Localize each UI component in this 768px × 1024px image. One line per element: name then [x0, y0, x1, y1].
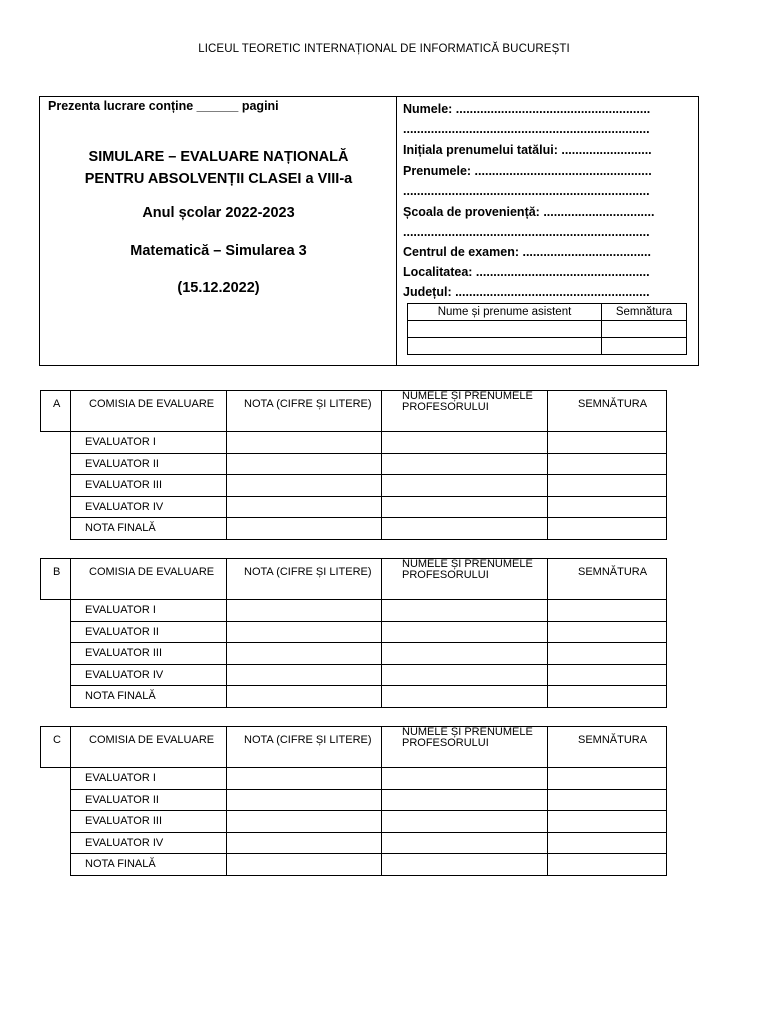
evaluator-row: [41, 432, 667, 454]
row-spacer: [41, 518, 71, 540]
header-box: [39, 96, 699, 366]
column-nota: NOTA (CIFRE ȘI LITERE): [227, 559, 382, 600]
row-spacer: [41, 854, 71, 876]
assistant-name-cell[interactable]: [408, 338, 602, 355]
signature-cell[interactable]: [548, 518, 667, 540]
field-prenumele-cont[interactable]: .......................................................................: [403, 184, 650, 198]
evaluator-label: EVALUATOR II: [71, 789, 227, 811]
signature-cell[interactable]: [548, 600, 667, 622]
table-letter: A: [41, 391, 71, 432]
school-name: LICEUL TEORETIC INTERNAȚIONAL DE INFORMATICĂ BUCUREȘTI: [198, 43, 570, 55]
school-year: Anul școlar 2022-2023: [142, 205, 295, 221]
grade-cell[interactable]: [227, 621, 382, 643]
evaluator-row: [41, 664, 667, 686]
signature-cell[interactable]: [548, 621, 667, 643]
field-scoala[interactable]: Școala de proveniență: ................................: [403, 205, 655, 219]
teacher-name-cell[interactable]: [382, 621, 548, 643]
evaluator-row: [41, 768, 667, 790]
evaluation-table: [40, 726, 667, 876]
column-nota: NOTA (CIFRE ȘI LITERE): [227, 391, 382, 432]
field-initiala[interactable]: Inițiala prenumelui tatălui: ..........................: [403, 143, 652, 157]
grade-cell[interactable]: [227, 854, 382, 876]
row-spacer: [41, 453, 71, 475]
evaluator-label: NOTA FINALĂ: [71, 518, 227, 540]
column-semnatura: SEMNĂTURA: [548, 391, 667, 432]
signature-cell[interactable]: [548, 686, 667, 708]
evaluator-row: [41, 832, 667, 854]
signature-cell[interactable]: [548, 643, 667, 665]
evaluator-label: EVALUATOR IV: [71, 496, 227, 518]
exam-title-line1: SIMULARE – EVALUARE NAȚIONALĂ: [88, 149, 349, 165]
evaluator-row: [41, 600, 667, 622]
table-letter: B: [41, 559, 71, 600]
row-spacer: [41, 664, 71, 686]
evaluator-row: [41, 811, 667, 833]
teacher-name-cell[interactable]: [382, 768, 548, 790]
evaluation-table: [40, 390, 667, 540]
signature-cell[interactable]: [548, 453, 667, 475]
signature-cell[interactable]: [548, 496, 667, 518]
column-numele: NUMELE ȘI PRENUMELE PROFESORULUI: [382, 727, 548, 768]
field-localitatea[interactable]: Localitatea: ..................................................: [403, 265, 650, 279]
teacher-name-cell[interactable]: [382, 832, 548, 854]
evaluator-row: [41, 496, 667, 518]
field-centrul[interactable]: Centrul de examen: .....................................: [403, 245, 651, 259]
column-comisia: COMISIA DE EVALUARE: [71, 391, 227, 432]
teacher-name-cell[interactable]: [382, 686, 548, 708]
field-scoala-cont[interactable]: .......................................................................: [403, 225, 650, 239]
signature-cell[interactable]: [548, 768, 667, 790]
signature-cell[interactable]: [548, 789, 667, 811]
evaluator-row: [41, 453, 667, 475]
evaluator-label: NOTA FINALĂ: [71, 686, 227, 708]
signature-cell[interactable]: [548, 432, 667, 454]
row-spacer: [41, 475, 71, 497]
row-spacer: [41, 832, 71, 854]
evaluator-row: [41, 643, 667, 665]
pages-note: Prezenta lucrare conține ______ pagini: [48, 99, 279, 113]
evaluator-label: EVALUATOR II: [71, 621, 227, 643]
evaluator-label: EVALUATOR I: [71, 600, 227, 622]
row-spacer: [41, 600, 71, 622]
evaluator-label: NOTA FINALĂ: [71, 854, 227, 876]
evaluator-label: EVALUATOR II: [71, 453, 227, 475]
grade-cell[interactable]: [227, 768, 382, 790]
signature-cell[interactable]: [548, 664, 667, 686]
evaluator-label: EVALUATOR IV: [71, 832, 227, 854]
assistant-table: [407, 303, 687, 355]
assistant-signature-header: Semnătura: [602, 304, 687, 321]
column-semnatura: SEMNĂTURA: [548, 727, 667, 768]
evaluator-label: EVALUATOR IV: [71, 664, 227, 686]
grade-cell[interactable]: [227, 686, 382, 708]
row-spacer: [41, 643, 71, 665]
field-judetul[interactable]: Județul: ........................................................: [403, 285, 650, 299]
table-letter: C: [41, 727, 71, 768]
teacher-name-cell[interactable]: [382, 789, 548, 811]
row-spacer: [41, 789, 71, 811]
field-prenumele[interactable]: Prenumele: ...................................................: [403, 164, 652, 178]
grade-cell[interactable]: [227, 496, 382, 518]
column-nota: NOTA (CIFRE ȘI LITERE): [227, 727, 382, 768]
field-numele[interactable]: Numele: ........................................................: [403, 102, 651, 116]
evaluator-row: [41, 621, 667, 643]
evaluator-label: EVALUATOR III: [71, 475, 227, 497]
teacher-name-cell[interactable]: [382, 496, 548, 518]
signature-cell[interactable]: [548, 475, 667, 497]
teacher-name-cell[interactable]: [382, 643, 548, 665]
row-spacer: [41, 768, 71, 790]
evaluator-label: EVALUATOR III: [71, 811, 227, 833]
subject: Matematică – Simularea 3: [130, 243, 307, 259]
exam-date: (15.12.2022): [177, 280, 260, 296]
grade-cell[interactable]: [227, 600, 382, 622]
row-spacer: [41, 811, 71, 833]
evaluation-table: [40, 558, 667, 708]
evaluator-row: [41, 789, 667, 811]
teacher-name-cell[interactable]: [382, 432, 548, 454]
signature-cell[interactable]: [548, 811, 667, 833]
teacher-name-cell[interactable]: [382, 664, 548, 686]
assistant-name-cell[interactable]: [408, 321, 602, 338]
teacher-name-cell[interactable]: [382, 600, 548, 622]
signature-cell[interactable]: [548, 832, 667, 854]
row-spacer: [41, 496, 71, 518]
column-semnatura: SEMNĂTURA: [548, 559, 667, 600]
column-comisia: COMISIA DE EVALUARE: [71, 559, 227, 600]
teacher-name-cell[interactable]: [382, 811, 548, 833]
row-spacer: [41, 686, 71, 708]
row-spacer: [41, 432, 71, 454]
grade-cell[interactable]: [227, 432, 382, 454]
evaluator-row: [41, 518, 667, 540]
evaluator-label: EVALUATOR I: [71, 432, 227, 454]
grade-cell[interactable]: [227, 643, 382, 665]
grade-cell[interactable]: [227, 789, 382, 811]
teacher-name-cell[interactable]: [382, 475, 548, 497]
grade-cell[interactable]: [227, 518, 382, 540]
assistant-signature-cell[interactable]: [602, 338, 687, 355]
grade-cell[interactable]: [227, 832, 382, 854]
evaluator-row: [41, 475, 667, 497]
evaluator-row: [41, 686, 667, 708]
row-spacer: [41, 621, 71, 643]
column-numele: NUMELE ȘI PRENUMELE PROFESORULUI: [382, 559, 548, 600]
assistant-signature-cell[interactable]: [602, 321, 687, 338]
exam-title-line2: PENTRU ABSOLVENȚII CLASEI a VIII-a: [84, 171, 353, 187]
evaluator-row: [41, 854, 667, 876]
grade-cell[interactable]: [227, 453, 382, 475]
candidate-panel: [397, 97, 698, 365]
column-comisia: COMISIA DE EVALUARE: [71, 727, 227, 768]
grade-cell[interactable]: [227, 664, 382, 686]
assistant-name-header: Nume și prenume asistent: [408, 304, 602, 321]
teacher-name-cell[interactable]: [382, 453, 548, 475]
signature-cell[interactable]: [548, 854, 667, 876]
grade-cell[interactable]: [227, 475, 382, 497]
exam-info-panel: [40, 97, 397, 365]
teacher-name-cell[interactable]: [382, 854, 548, 876]
evaluator-label: EVALUATOR III: [71, 643, 227, 665]
exam-title: [40, 146, 397, 190]
evaluator-label: EVALUATOR I: [71, 768, 227, 790]
field-numele-cont[interactable]: .......................................................................: [403, 122, 650, 136]
grade-cell[interactable]: [227, 811, 382, 833]
column-numele: NUMELE ȘI PRENUMELE PROFESORULUI: [382, 391, 548, 432]
teacher-name-cell[interactable]: [382, 518, 548, 540]
